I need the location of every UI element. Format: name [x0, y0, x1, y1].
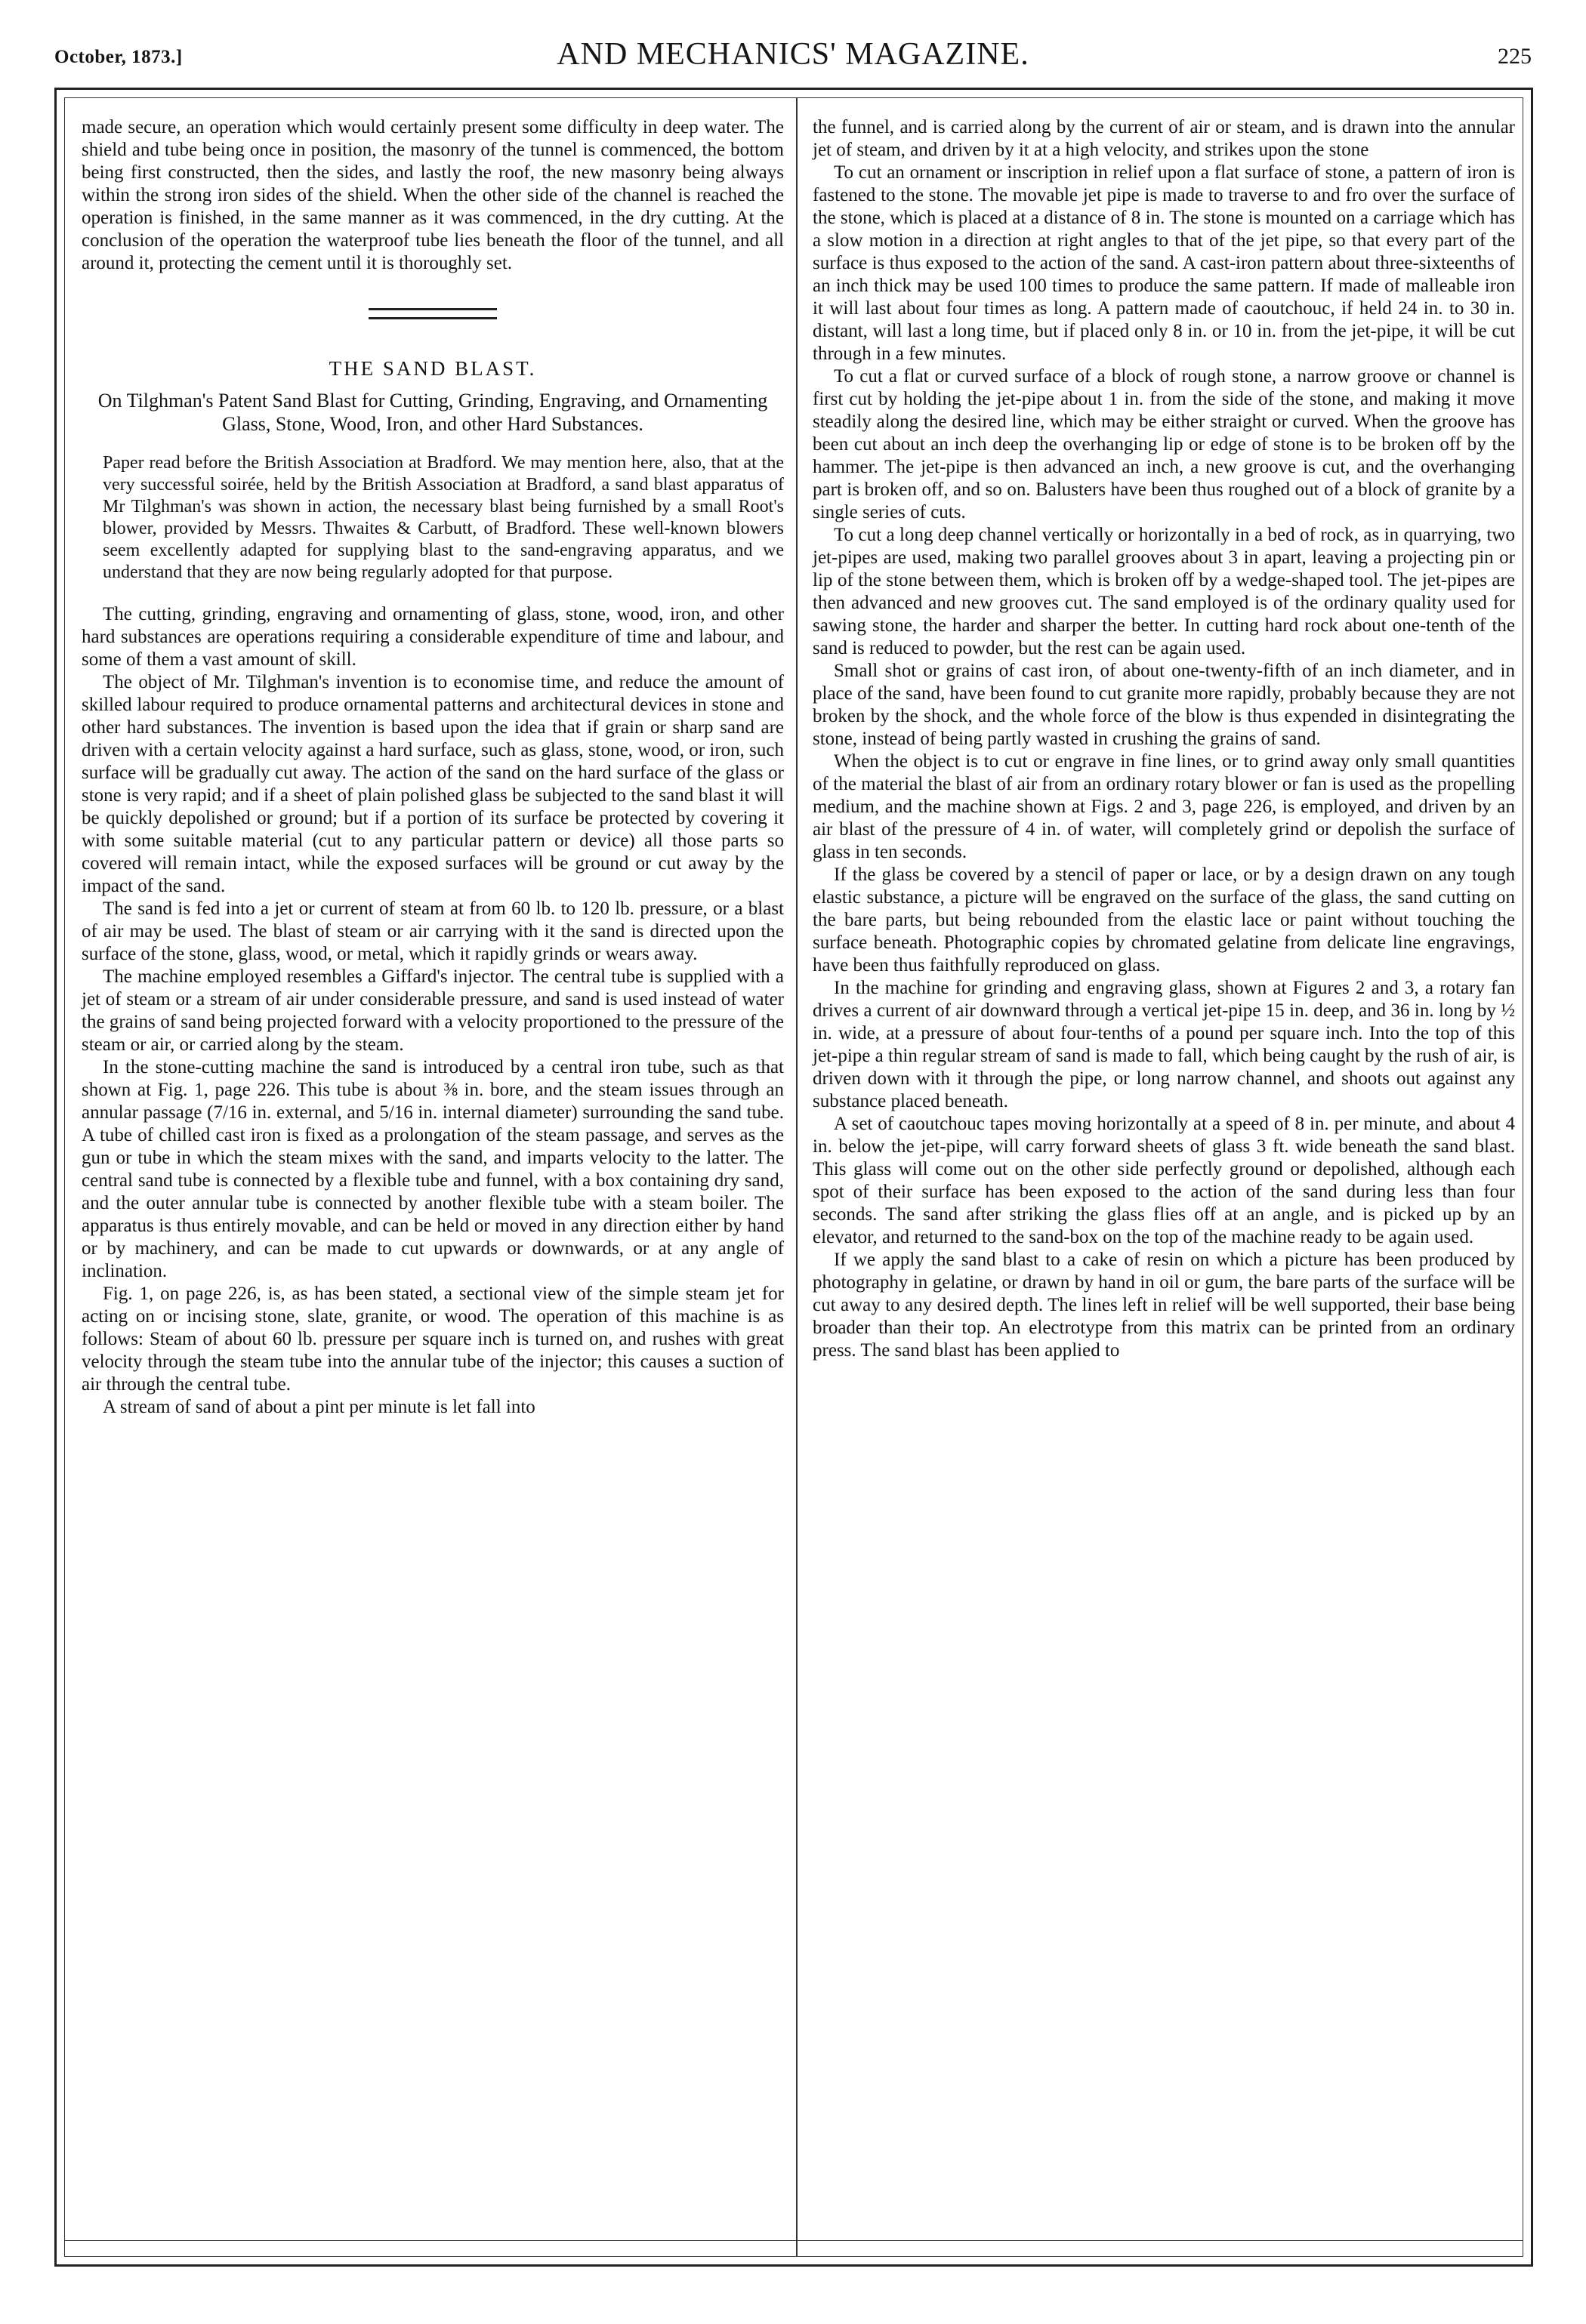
bottom-rule	[65, 2240, 1523, 2241]
body-paragraph: In the machine for grinding and engraving glass, shown at Figures 2 and 3, a rotary fan drives a current of air downward through a vertical jet-pipe 15 in. deep, and 36 in. long by ½ in. wide, at a pressure of about four-tenths of a pound per square inch. Into the top of this jet-pipe a thin regular stream of sand is made to fall, which being caught by the rush of air, is driven down with it through the pipe, or long narrow channel, and shoots out against any substance placed beneath.	[813, 978, 1515, 1111]
right-column	[813, 116, 1515, 1362]
intro-note: Paper read before the British Association at Bradford. We may mention here, also, that at the very successful soirée, held by the British Association at Bradford, a sand blast apparatus of Mr Tilghman's was shown in action, the necessary blast being furnished by a small Root's blower, provided by Messrs. Thwaites & Carbutt, of Bradford. These well-known blowers seem excellently adapted for supplying blast to the sand-engraving apparatus, and we understand that they are now being regularly adopted for that purpose.	[103, 453, 784, 582]
body-paragraph: In the stone-cutting machine the sand is introduced by a central iron tube, such as that shown at Fig. 1, page 226. This tube is about ⅜ in. bore, and the steam issues through an annular passage (7/16 in. external, and 5/16 in. internal diameter) surrounding the sand tube. A tube of chilled cast iron is fixed as a prolongation of the steam passage, and serves as the gun or tube in which the steam mixes with the sand, and imparts velocity to the latter. The central sand tube is connected by a flexible tube and funnel, with a box containing dry sand, and the outer annular tube is connected by another flexible tube with a steam boiler. The apparatus is thus entirely movable, and can be held or moved in any direction either by hand or by machinery, and can be made to cut upwards or downwards, or at any angle of inclination.	[82, 1057, 784, 1281]
body-paragraph: A stream of sand of about a pint per minute is let fall into	[103, 1397, 535, 1417]
body-paragraph: The machine employed resembles a Giffard's injector. The central tube is supplied with a jet of steam or a stream of air under considerable pressure, and sand is used instead of water the grains of sand being projected forward with a velocity proportioned to the pressure of the steam or air, or carried along by the steam.	[82, 966, 784, 1055]
body-paragraph: The sand is fed into a jet or current of steam at from 60 lb. to 120 lb. pressure, or a blast of air may be used. The blast of steam or air carrying with it the sand is directed upon the surface of the stone, glass, wood, or metal, which it rapidly grinds or wears away.	[82, 898, 784, 964]
body-paragraph: Small shot or grains of cast iron, of about one-twenty-fifth of an inch diameter, and in place of the sand, have been found to cut granite more rapidly, probably because they are not broken by the shock, and the whole force of the blow is thus expended in disintegrating the stone, instead of being partly wasted in crushing the grains of sand.	[813, 661, 1515, 749]
column-divider	[796, 98, 798, 2256]
body-paragraph: Fig. 1, on page 226, is, as has been stated, a sectional view of the simple steam jet for acting on or incising stone, slate, granite, or wood. The operation of this machine is as follows: Steam of about 60 lb. pressure per square inch is turned on, and rushes with great velocity through the steam tube into the annular tube of the injector; this causes a suction of air through the central tube.	[82, 1284, 784, 1395]
article-title: THE SAND BLAST.	[329, 357, 537, 380]
body-paragraph: The cutting, grinding, engraving and ornamenting of glass, stone, wood, iron, and other hard substances are operations requiring a considerable expenditure of time and labour, and some of them a vast amount of skill.	[82, 604, 784, 670]
body-paragraph: The object of Mr. Tilghman's invention is to economise time, and reduce the amount of skilled labour required to produce ornamental patterns and architectural devices in stone and other hard substances. The invention is based upon the idea that if grain or sharp sand are driven with a certain velocity against a hard surface, such as glass, stone, wood, or iron, such surface will be gradually cut away. The action of the sand on the hard surface of the glass or stone is very rapid; and if a sheet of plain polished glass be subjected to the sand blast it will be quickly depolished or ground; but if a portion of its surface be protected by covering it with some suitable material (cut to any particular pattern or device) all those parts so covered will remain intact, while the exposed surfaces will be ground or cut away by the impact of the sand.	[82, 672, 784, 896]
body-paragraph: the funnel, and is carried along by the current of air or steam, and is drawn into the annular jet of steam, and driven by it at a high velocity, and strikes upon the stone	[813, 117, 1515, 160]
body-paragraph: If the glass be covered by a stencil of paper or lace, or by a design drawn on any tough elastic substance, a picture will be engraved on the surface of the glass, the sand cutting on the bare parts, but being rebounded from the elastic lace or paint without touching the surface beneath. Photographic copies by chromated gelatine from delicate line engravings, have been thus faithfully reproduced on glass.	[813, 865, 1515, 976]
inner-frame	[64, 97, 1523, 2257]
page-header	[54, 30, 1532, 83]
page-frame	[54, 88, 1533, 2267]
continuation-paragraph: made secure, an operation which would certainly present some difficulty in deep water. The shield and tube being once in position, the masonry of the tunnel is commenced, the bottom being first constructed, then the sides, and lastly the roof, the new masonry being always within the strong iron sides of the shield. When the other side of the channel is reached the operation is finished, in the same manner as it was commenced, in the dry cutting. At the conclusion of the operation the waterproof tube lies beneath the floor of the tunnel, and all around it, protecting the cement until it is thoroughly set.	[82, 117, 784, 273]
body-paragraph: When the object is to cut or engrave in fine lines, or to grind away only small quantities of the material the blast of air from an ordinary rotary blower or fan is used as the propelling medium, and the machine shown at Figs. 2 and 3, page 226, is employed, and driven by an air blast of the pressure of 4 in. of water, will completely grind or depolish the surface of glass in ten seconds.	[813, 751, 1515, 862]
article-subtitle: On Tilghman's Patent Sand Blast for Cutting, Grinding, Engraving, and Ornamenting Glass, Stone, Wood, Iron, and other Hard Substances.	[97, 390, 768, 435]
body-paragraph: To cut an ornament or inscription in relief upon a flat surface of stone, a pattern of iron is fastened to the stone. The movable jet pipe is made to traverse to and fro over the surface of the stone, which is placed at a distance of 8 in. The stone is mounted on a carriage which has a slow motion in a direction at right angles to that of the jet pipe, so that every part of the surface is thus exposed to the action of the sand. A cast-iron pattern about three-sixteenths of an inch thick may be used 100 times to produce the same pattern. If made of malleable iron it will last about four times as long. A pattern made of caoutchouc, if held 24 in. to 30 in. distant, will last a long time, but if placed only 8 in. or 10 in. from the jet-pipe, it will be cut through in a few minutes.	[813, 162, 1515, 364]
section-separator	[369, 308, 497, 319]
body-paragraph: To cut a flat or curved surface of a block of rough stone, a narrow groove or channel is first cut by holding the jet-pipe about 1 in. from the side of the stone, and making it move steadily along the desired line, which may be either straight or curved. When the groove has been cut about an inch deep the overhanging lip or edge of stone is to be broken off by the hammer. The jet-pipe is then advanced an inch, a new groove is cut, and the overhanging part is broken off, and so on. Balusters have been thus roughed out of a block of granite by a single series of cuts.	[813, 366, 1515, 522]
body-paragraph: To cut a long deep channel vertically or horizontally in a bed of rock, as in quarrying, two jet-pipes are used, making two parallel grooves about 3 in apart, leaving a projecting pin or lip of the stone between them, which is broken off by a wedge-shaped tool. The jet-pipes are then advanced and new grooves cut. The sand employed is of the ordinary quality used for sawing stone, the harder and sharper the better. In cutting hard rock about one-tenth of the sand is reduced to powder, but the rest can be again used.	[813, 525, 1515, 658]
left-column	[82, 116, 784, 1419]
body-paragraph: A set of caoutchouc tapes moving horizontally at a speed of 8 in. per minute, and about 4 in. below the jet-pipe, will carry forward sheets of glass 3 ft. wide beneath the sand blast. This glass will come out on the other side perfectly ground or depolished, although each spot of their surface has been exposed to the action of the sand during less than four seconds. The sand after striking the glass flies off at an angle, and is picked up by an elevator, and returned to the sand-box on the top of the machine ready to be again used.	[813, 1114, 1515, 1247]
page-number: 225	[1498, 44, 1532, 69]
magazine-title: AND MECHANICS' MAGAZINE.	[557, 37, 1029, 72]
body-paragraph: If we apply the sand blast to a cake of resin on which a picture has been produced by photography in gelatine, or drawn by hand in oil or gum, the bare parts of the surface will be cut away to any desired depth. The lines left in relief will be well supported, their base being broader than their top. An electrotype from this matrix can be printed from an ordinary press. The sand blast has been applied to	[813, 1250, 1515, 1361]
issue-date: October, 1873.]	[54, 47, 183, 67]
